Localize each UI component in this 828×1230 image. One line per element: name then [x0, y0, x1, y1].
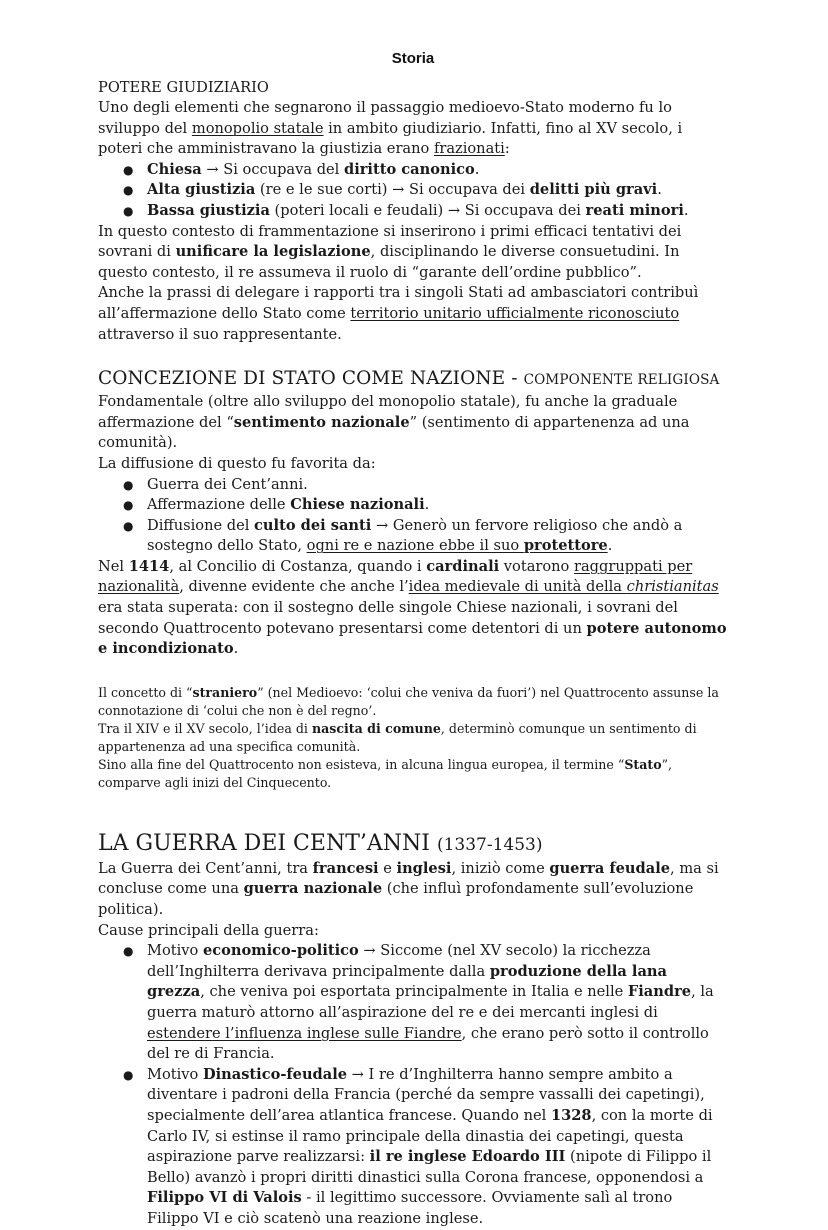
bullet-icon: ●	[123, 477, 134, 492]
paragraph: Anche la prassi di delegare i rapporti tra i singoli Stati ad ambasciatori contribuì all’affermazione dello Stato come territorio unitario ufficialmente riconosciuto attraverso il suo rappresentante.	[98, 284, 699, 343]
paragraph: Fondamentale (oltre allo sviluppo del monopolio statale), fu anche la graduale affermazione del “sentimento nazionale” (sentimento di appartenenza ad una comunità).	[98, 393, 690, 452]
note: Tra il XIV e il XV secolo, l’idea di nascita di comune, determinò comunque un sentimento di appartenenza ad una specifica comunità.	[98, 720, 697, 754]
notes-block	[98, 684, 728, 792]
section-dates: (1337-1453)	[436, 834, 543, 855]
list-item: ● Bassa giustizia (poteri locali e feudali) → Si occupava dei reati minori.	[147, 201, 728, 222]
bullet-icon: ●	[123, 498, 134, 513]
paragraph: La diffusione di questo fu favorita da:	[98, 454, 376, 472]
section-heading: CONCEZIONE DI STATO COME NAZIONE - COMPONENTE RELIGIOSA	[98, 368, 720, 390]
list-item: ● Diffusione del culto dei santi → Generò un fervore religioso che andò a sostegno dello Stato, ogni re e nazione ebbe il suo protettore.	[123, 516, 683, 555]
bullet-icon: ●	[123, 944, 134, 959]
note: Il concetto di “straniero” (nel Medioevo: ‘colui che veniva da fuori’) nel Quattrocento assunse la connotazione di ‘colui che non è del regno’.	[98, 684, 719, 718]
list-item: ● Alta giustizia (re e le sue corti) → Si occupava dei delitti più gravi.	[147, 180, 728, 201]
paragraph: Nel 1414, al Concilio di Costanza, quando i cardinali votarono raggruppati per nazionalità, divenne evidente che anche l’idea medievale di unità della christianitas era stata superata: con il sostegno delle singole Chiese nazionali, i sovrani del secondo Quattrocento potevano presentarsi come detentori di un potere autonomo e incondizionato.	[98, 557, 727, 658]
bullet-icon: ●	[123, 518, 134, 533]
bullet-list	[98, 941, 728, 1229]
section-guerra-cent-anni	[98, 830, 728, 1230]
list-item: ● Motivo economico-politico → Siccome (nel XV secolo) la ricchezza dell’Inghilterra derivava principalmente dalla produzione della lana grezza, che veniva poi esportata principalmente in Italia e nelle Fiandre, la guerra maturò attorno all’aspirazione del re e dei mercanti inglesi di estendere l’influenza inglese sulle Fiandre, che erano però sotto il controllo del re di Francia.	[123, 942, 714, 1063]
list-item: ● Motivo Dinastico-feudale → I re d’Inghilterra hanno sempre ambito a diventare i padroni della Francia (perché da sempre vassalli dei capetingi), specialmente dell’area atlantica francese. Quando nel 1328, con la morte di Carlo IV, si estinse il ramo principale della dinastia dei capetingi, questa aspirazione parve realizzarsi: il re inglese Edoardo III (nipote di Filippo il Bello) avanzò i propri diritti dinastici sulla Corona francese, opponendosi a Filippo VI di Valois - il legittimo successore. Ovviamente salì al trono Filippo VI e ciò scatenò una reazione inglese.	[123, 1065, 713, 1227]
section-subheading: COMPONENTE RELIGIOSA	[523, 372, 720, 389]
section-stato-nazione	[98, 367, 728, 660]
section-heading: LA GUERRA DEI CENT’ANNI (1337-1453)	[98, 830, 543, 856]
document-title: Storia	[391, 50, 435, 67]
bullet-list	[98, 475, 728, 557]
section-heading: POTERE GIUDIZIARIO	[98, 79, 269, 96]
paragraph: Cause principali della guerra:	[98, 921, 319, 939]
bullet-icon: ●	[123, 162, 134, 177]
paragraph: In questo contesto di frammentazione si inserirono i primi efficaci tentativi dei sovrani di unificare la legislazione, disciplinando le diverse consuetudini. In questo contesto, il re assumeva il ruolo di “garante dell’ordine pubblico”.	[98, 222, 682, 281]
list-item: ● Chiesa → Si occupava del diritto canonico.	[147, 160, 728, 181]
bullet-icon: ●	[123, 1067, 134, 1082]
list-item: ● Affermazione delle Chiese nazionali.	[147, 495, 728, 516]
bullet-list	[98, 160, 728, 222]
list-item: ● Guerra dei Cent’anni.	[147, 475, 728, 496]
bullet-icon: ●	[123, 183, 134, 198]
bullet-icon: ●	[123, 203, 134, 218]
paragraph: Uno degli elementi che segnarono il passaggio medioevo-Stato moderno fu lo sviluppo del monopolio statale in ambito giudiziario. Infatti, fino al XV secolo, i poteri che amministravano la giustizia erano frazionati:	[98, 99, 683, 158]
paragraph: La Guerra dei Cent’anni, tra francesi e inglesi, iniziò come guerra feudale, ma si concluse come una guerra nazionale (che influì profondamente sull’evoluzione politica).	[98, 859, 719, 919]
note: Sino alla fine del Quattrocento non esisteva, in alcuna lingua europea, il termine “Stato”, comparve agli inizi del Cinquecento.	[98, 756, 673, 790]
section-potere-giudiziario	[98, 78, 728, 345]
